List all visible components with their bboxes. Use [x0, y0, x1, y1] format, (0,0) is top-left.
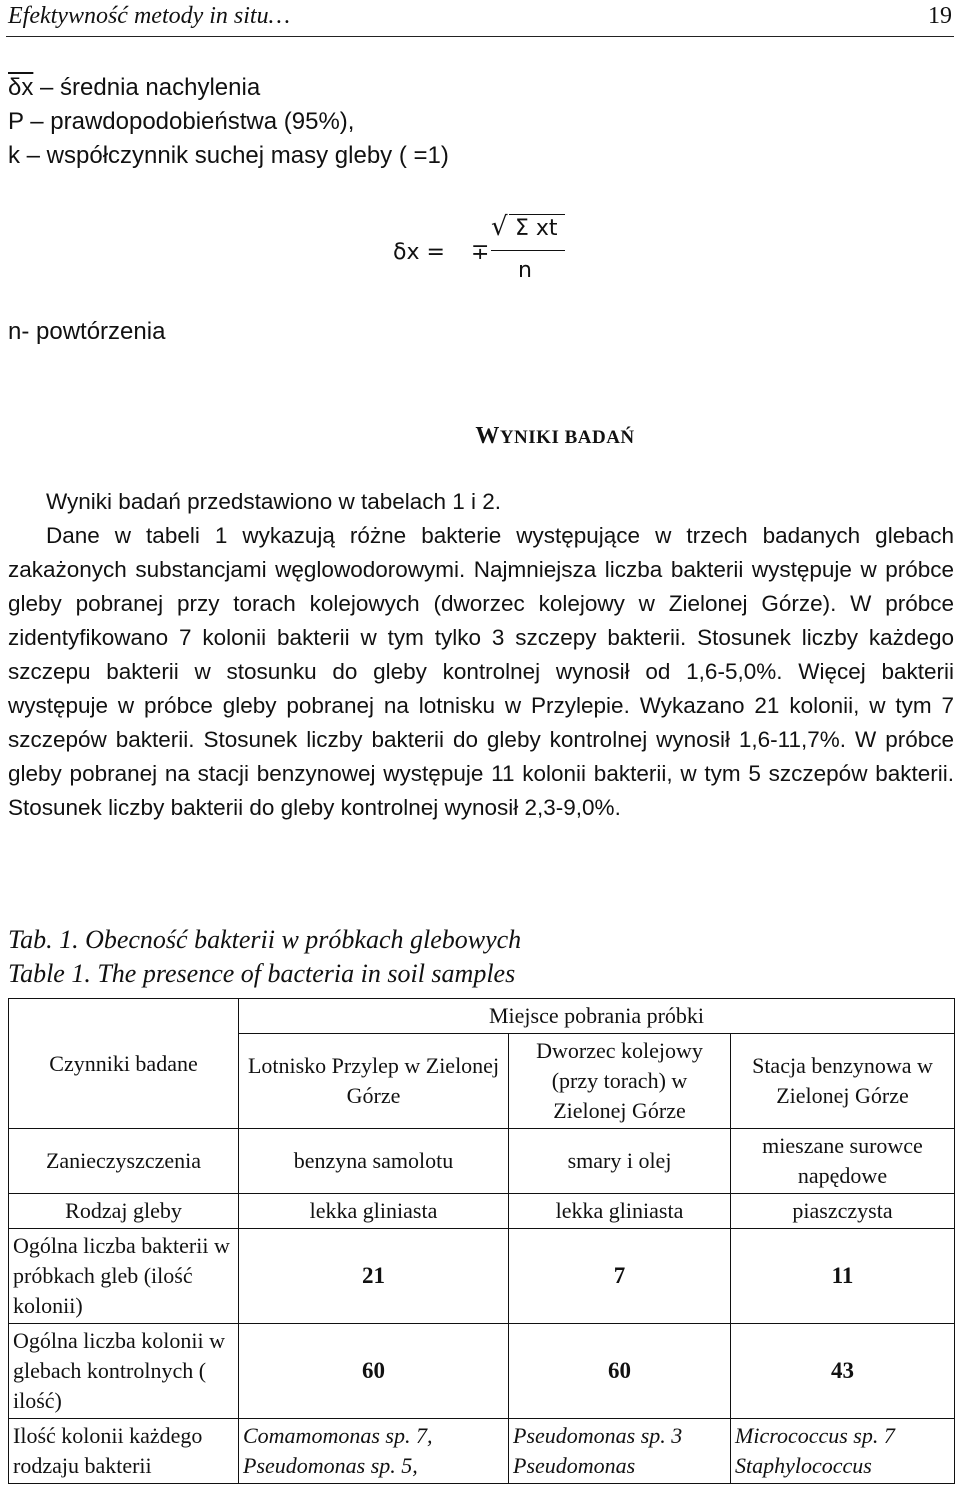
sqrt-bar: [509, 214, 565, 215]
table-cell: 60: [239, 1324, 509, 1419]
results-table: [8, 998, 955, 1484]
table-cell: piaszczysta: [731, 1194, 955, 1229]
location-header-cell: Stacja benzynowa w Zielonej Górze: [731, 1034, 955, 1129]
row-label: Zanieczyszczenia: [9, 1129, 239, 1194]
location-header: Miejsce pobrania próbki: [239, 999, 955, 1034]
table-caption-polish: Tab. 1. Obecność bakterii w próbkach glebowych: [8, 925, 522, 954]
table-row: [9, 1229, 955, 1324]
row-label: Ogólna liczba bakterii w próbkach gleb (ilość kolonii): [9, 1229, 239, 1324]
n-definition: n- powtórzenia: [8, 318, 166, 345]
definition-symbol: k: [8, 142, 20, 169]
table-caption-english: Table 1. The presence of bacteria in soil samples: [8, 959, 516, 988]
factor-header: Czynniki badane: [9, 999, 239, 1129]
location-header-cell: Lotnisko Przylep w Zielonej Górze: [239, 1034, 509, 1129]
table-cell: Comamomonas sp. 7, Pseudomonas sp. 5,: [239, 1419, 509, 1484]
formula-sign: ∓: [471, 240, 490, 265]
definition-k: [8, 142, 449, 170]
location-header-cell: Dworzec kolejowy (przy torach) w Zielonej Górze: [509, 1034, 731, 1129]
row-label: Ilość kolonii każdego rodzaju bakterii: [9, 1419, 239, 1484]
table-cell: 60: [509, 1324, 731, 1419]
table-row: [9, 1194, 955, 1229]
fraction-line: [491, 250, 565, 251]
section-title: [0, 423, 960, 450]
definition-symbol: $\overline{\delta x}$: [8, 74, 34, 101]
page-number: 19: [928, 3, 952, 29]
table-cell: smary i olej: [509, 1129, 731, 1194]
definition-text: – średnia nachylenia: [33, 74, 261, 101]
table-cell: lekka gliniasta: [239, 1194, 509, 1229]
formula-lhs: δx =: [393, 240, 445, 265]
definition-text: – prawdopodobieństwa (95%),: [23, 108, 355, 135]
section-title-initial: W: [475, 423, 500, 449]
table-cell: Pseudomonas sp. 3 Pseudomonas: [509, 1419, 731, 1484]
table-cell: 43: [731, 1324, 955, 1419]
definition-text: – współczynnik suchej masy gleby ( =1): [20, 142, 449, 169]
table-cell: mieszane surowce napędowe: [731, 1129, 955, 1194]
table-row: [9, 1324, 955, 1419]
running-header: [6, 0, 954, 37]
paragraph: Wyniki badań przedstawiono w tabelach 1 i 2.: [46, 489, 502, 514]
table-row: [9, 1419, 955, 1484]
formula-numerator: Σ xt: [515, 216, 558, 241]
table-cell: lekka gliniasta: [509, 1194, 731, 1229]
definition-delta-x: [8, 74, 260, 102]
row-label: Ogólna liczba kolonii w glebach kontrolnych ( ilość): [9, 1324, 239, 1419]
table-row: [9, 1129, 955, 1194]
formula-denominator: n: [518, 258, 532, 283]
sqrt-symbol: √: [491, 212, 508, 242]
header-title: Efektywność metody in situ…: [8, 3, 290, 29]
table-cell: Micrococcus sp. 7 Staphylococcus: [731, 1419, 955, 1484]
definition-symbol: P: [8, 108, 24, 135]
definition-p: [8, 108, 354, 136]
table-cell: 21: [239, 1229, 509, 1324]
row-label: Rodzaj gleby: [9, 1194, 239, 1229]
formula: [393, 210, 573, 290]
body-text: [8, 485, 954, 825]
section-title-rest: YNIKI BADAŃ: [499, 427, 635, 448]
table-header-row: [9, 999, 955, 1034]
paragraph: Dane w tabeli 1 wykazują różne bakterie występujące w trzech badanych glebach zakażonych substancjami węglowodorowymi. Najmniejsza liczba bakterii występuje w próbce gleby pobranej przy torach kolejowych (dworzec kolejowy w Zielonej Górze). W próbce zidentyfikowano 7 kolonii bakterii w tym tylko 3 szczepy bakterii. Stosunek liczby każdego szczepu bakterii w stosunku do gleby kontrolnej wynosił od 1,6-5,0%. Więcej bakterii występuje w próbce gleby pobranej na lotnisku w Przylepie. Wykazano 21 kolonii, w tym 7 szczepów bakterii. Stosunek liczby bakterii do gleby kontrolnej wynosił 1,6-11,7%. W próbce gleby pobranej na stacji benzynowej występuje 11 kolonii bakterii, w tym 5 szczepów bakterii. Stosunek liczby bakterii do gleby kontrolnej wynosił 2,3-9,0%.: [8, 523, 954, 820]
table-cell: 7: [509, 1229, 731, 1324]
table-cell: 11: [731, 1229, 955, 1324]
table-cell: benzyna samolotu: [239, 1129, 509, 1194]
